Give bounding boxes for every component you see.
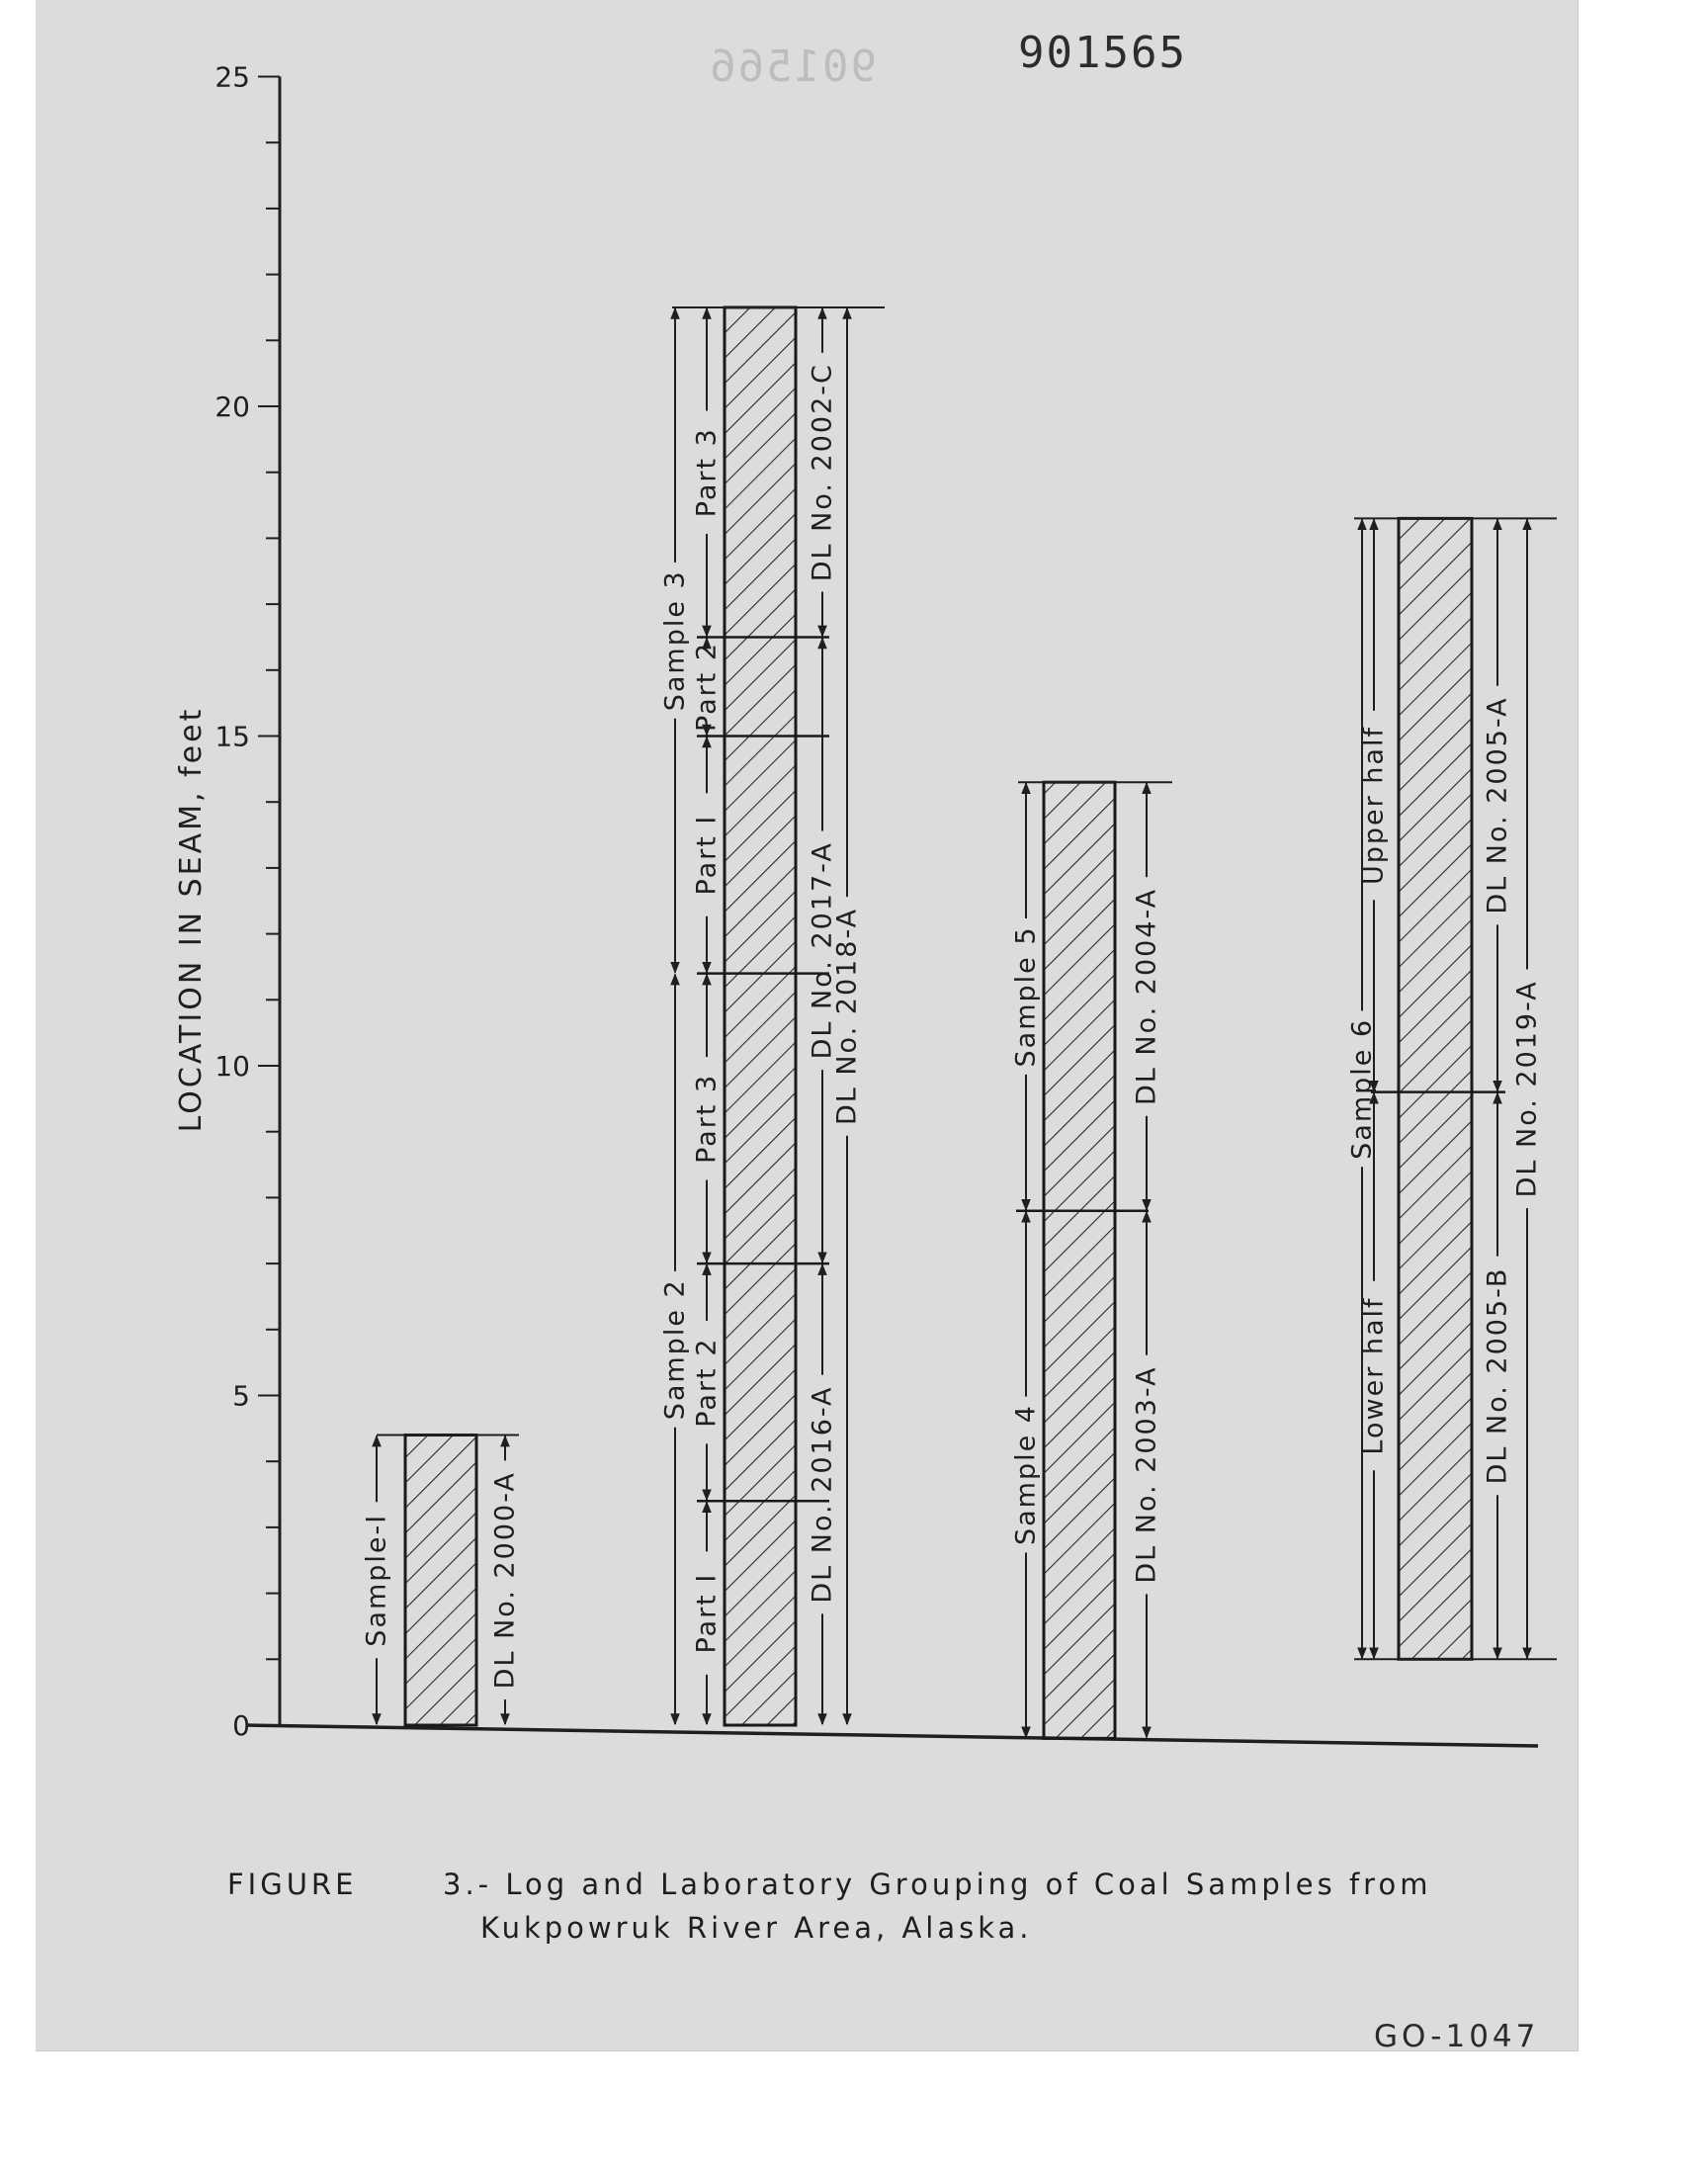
part-label: Lower half [1358,1296,1390,1455]
lab-number-label: DL No. 2003-A [1131,1365,1162,1584]
lab-number-label: DL No. 2005-B [1482,1266,1513,1485]
lab-number-label: DL No. 2016-A [807,1385,838,1604]
part-label: Sample 5 [1010,925,1042,1068]
sample-column-4 [1347,518,1558,1659]
y-tick-label: 10 [214,1050,250,1083]
baseline [247,1725,1538,1746]
bleed-through-number: 901566 [708,42,877,92]
composite-lab-number-label: DL No. 2019-A [1511,980,1543,1198]
sample-label: Sample 2 [659,1278,691,1421]
y-tick-label: 5 [232,1379,250,1413]
part-label: Part 3 [691,427,723,518]
sample-column-2 [660,307,886,1725]
y-tick-label: 0 [232,1709,250,1742]
part-label: Part I [691,814,723,896]
sample-columns [362,307,1558,1738]
coal-bed-bar [1044,782,1115,1738]
lab-number-label: DL No. 2017-A [807,841,838,1060]
composite-lab-number-label: DL No. 2018-A [831,907,863,1126]
coal-bed-bar [405,1436,476,1725]
figure-caption [227,1863,1611,1950]
part-label: Upper half [1358,726,1390,886]
figure-label: FIGURE [227,1868,358,1901]
coal-bed-bar [725,307,796,1725]
y-tick-label: 15 [214,720,250,753]
lab-number-label: DL No. 2002-C [807,363,838,582]
part-label: Sample 4 [1010,1404,1042,1546]
part-label: Part 2 [691,1337,723,1428]
part-label: Part 3 [691,1073,723,1164]
caption-line-1: 3.- Log and Laboratory Grouping of Coal Samples from [443,1868,1432,1901]
y-tick-label: 25 [214,60,250,94]
part-label: Sample-I [361,1513,392,1647]
part-label: Part I [691,1572,723,1654]
sample-label: Sample 6 [1346,1017,1378,1160]
sample-column-3 [1011,782,1173,1738]
sample-label: Sample 3 [659,569,691,712]
lab-number-label: DL No. 2004-A [1131,887,1162,1106]
y-axis-label: LOCATION IN SEAM, feet [174,706,209,1133]
part-label: Part 2 [691,641,723,733]
coal-bed-bar [1399,518,1472,1659]
document-code: GO-1047 [1374,2019,1540,2054]
y-tick-label: 20 [214,391,250,423]
stamp-number: 901565 [1018,28,1187,78]
caption-line-2: Kukpowruk River Area, Alaska. [480,1911,1033,1945]
lab-number-label: DL No. 2005-A [1482,696,1513,914]
lab-number-label: DL No. 2000-A [489,1471,521,1690]
sample-column-1 [362,1436,521,1725]
